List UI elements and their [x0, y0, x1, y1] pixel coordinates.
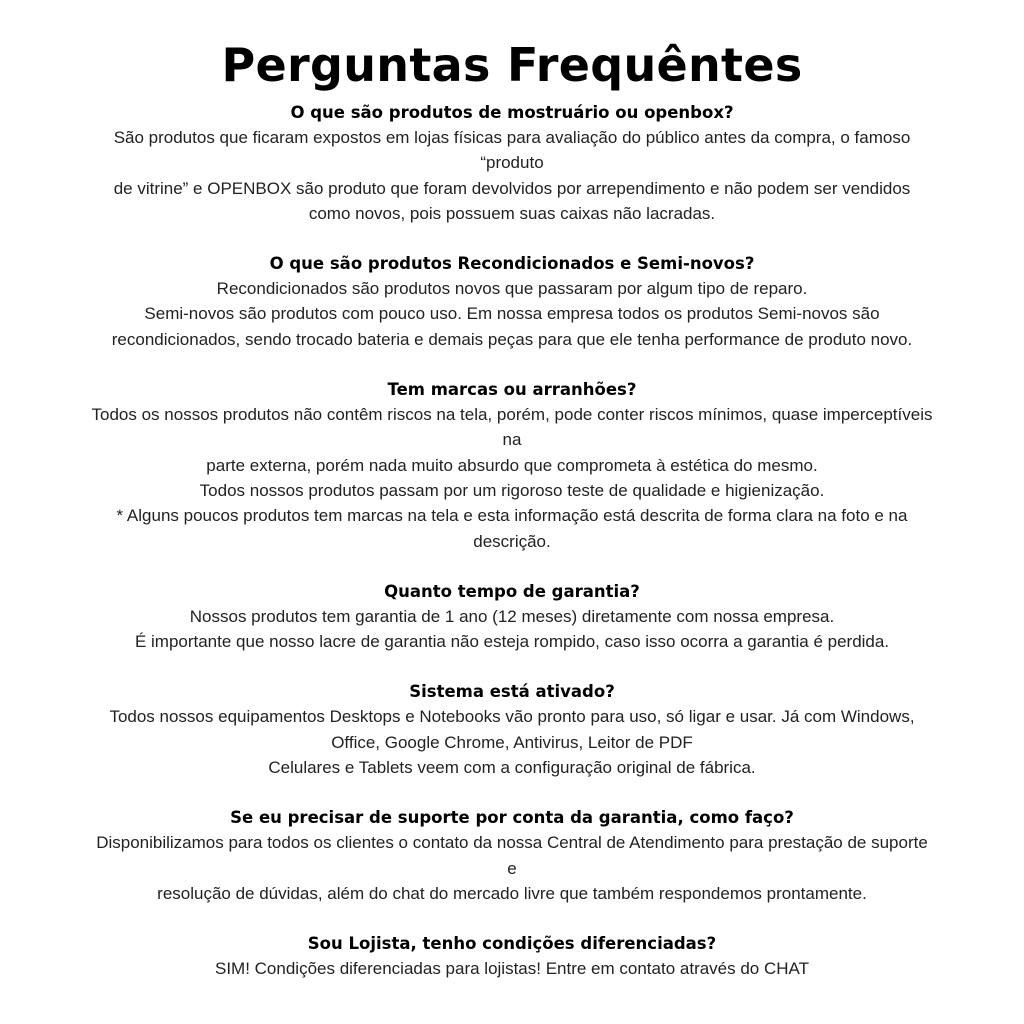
faq-answer-line: Todos nossos equipamentos Desktops e Notebooks vão pronto para uso, só ligar e usar. Já com Windows,	[109, 707, 915, 727]
faq-answer-line: de vitrine” e OPENBOX são produto que foram devolvidos por arrependimento e não podem ser vendidos	[113, 178, 911, 198]
faq-answer-line: como novos, pois possuem suas caixas não lacradas.	[308, 203, 716, 223]
faq-item	[0, 679, 1024, 780]
faq-answer-line: É importante que nosso lacre de garantia não esteja rompido, caso isso ocorra a garantia é perdida.	[134, 632, 890, 652]
faq-item	[0, 251, 1024, 352]
faq-question: Quanto tempo de garantia?	[384, 581, 640, 601]
faq-answer-line: descrição.	[473, 531, 551, 551]
faq-answer-line: Todos nossos produtos passam por um rigoroso teste de qualidade e higienização.	[199, 480, 825, 500]
faq-answer-line: na	[502, 430, 522, 450]
faq-answer-line: Todos os nossos produtos não contêm riscos na tela, porém, pode conter riscos mínimos, quase imperceptíveis	[91, 405, 933, 425]
faq-item	[0, 931, 1024, 981]
faq-answer-line: Celulares e Tablets veem com a configuração original de fábrica.	[268, 758, 756, 778]
faq-item	[0, 579, 1024, 655]
faq-answer-line: SIM! Condições diferenciadas para lojistas! Entre em contato através do CHAT	[214, 959, 810, 979]
faq-answer-line: São produtos que ficaram expostos em lojas físicas para avaliação do público antes da compra, o famoso	[113, 128, 911, 147]
faq-question: Se eu precisar de suporte por conta da garantia, como faço?	[230, 808, 794, 828]
faq-answer-line: “produto	[480, 153, 544, 173]
faq-answer-line: resolução de dúvidas, além do chat do mercado livre que também respondemos prontamente.	[157, 883, 867, 903]
faq-question: O que são produtos de mostruário ou openbox?	[290, 103, 734, 122]
faq-question: Sistema está ativado?	[409, 682, 615, 702]
faq-answer-line: Nossos produtos tem garantia de 1 ano (12 meses) diretamente com nossa empresa.	[189, 606, 835, 626]
faq-question: Tem marcas ou arranhões?	[387, 380, 637, 400]
faq-item	[0, 100, 1024, 226]
faq-list	[0, 100, 1024, 1007]
faq-question: O que são produtos Recondicionados e Semi-novos?	[269, 254, 755, 274]
faq-item	[0, 805, 1024, 906]
faq-answer-line: Recondicionados são produtos novos que passaram por algum tipo de reparo.	[216, 279, 808, 299]
faq-item	[0, 377, 1024, 554]
page-title: Perguntas Frequêntes	[221, 38, 803, 92]
faq-answer-line: Semi-novos são produtos com pouco uso. Em nossa empresa todos os produtos Semi-novos são	[144, 304, 880, 324]
faq-answer-line: Disponibilizamos para todos os clientes o contato da nossa Central de Atendimento para prestação de suporte	[96, 833, 928, 853]
faq-question: Sou Lojista, tenho condições diferenciadas?	[307, 934, 717, 954]
faq-answer-line: Office, Google Chrome, Antivirus, Leitor de PDF	[331, 732, 693, 752]
faq-answer-line: e	[507, 858, 517, 878]
faq-answer-line: recondicionados, sendo trocado bateria e demais peças para que ele tenha performance de produto novo.	[111, 329, 913, 349]
faq-answer-line: * Alguns poucos produtos tem marcas na tela e esta informação está descrita de forma clara na foto e na	[116, 506, 908, 526]
faq-answer-line: parte externa, porém nada muito absurdo que comprometa à estética do mesmo.	[206, 455, 818, 475]
